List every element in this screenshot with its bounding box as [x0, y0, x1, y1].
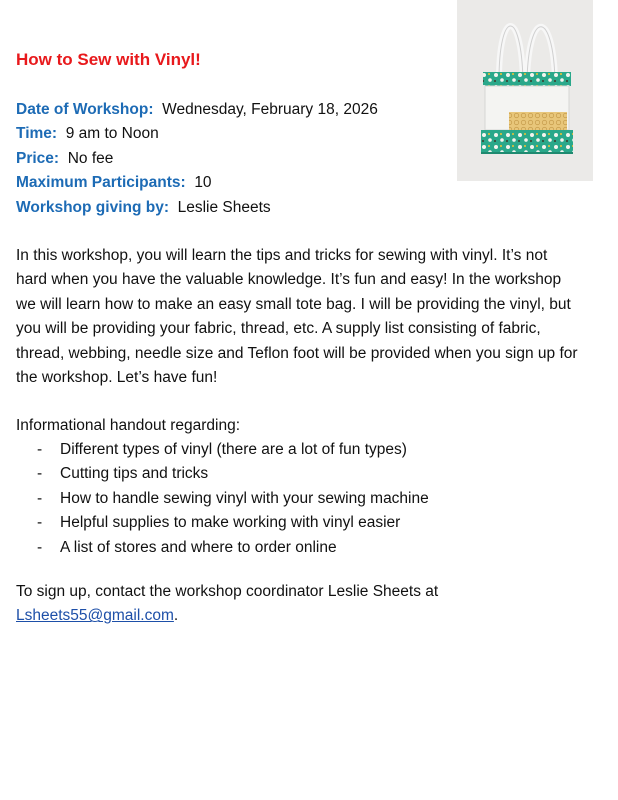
description-line: the workshop. Let’s have fun! — [16, 369, 218, 387]
workshop-giver-value: Leslie Sheets — [177, 198, 271, 216]
list-bullet: - — [37, 465, 43, 483]
description-line: you will be providing your fabric, thread, etc. A supply list consisting of fabric, — [16, 320, 541, 338]
max-participants-label: Maximum Participants: — [16, 174, 186, 192]
email-link[interactable]: Lsheets55@gmail.com — [16, 607, 174, 625]
list-item-text: A list of stores and where to order online — [60, 538, 337, 556]
list-bullet: - — [37, 538, 43, 556]
workshop-details — [16, 98, 378, 220]
signup-paragraph — [16, 580, 438, 629]
signup-text: To sign up, contact the workshop coordinator Leslie Sheets at — [16, 583, 439, 600]
signup-period: . — [173, 607, 179, 625]
handout-list — [0, 438, 429, 560]
price-row — [16, 147, 378, 171]
list-item-text: How to handle sewing vinyl with your sewing machine — [60, 489, 429, 507]
description-paragraph — [16, 244, 606, 390]
list-item — [0, 438, 429, 462]
list-bullet: - — [37, 441, 43, 458]
list-item — [0, 487, 429, 511]
price-value: No fee — [67, 149, 114, 167]
max-participants-value: 10 — [194, 174, 212, 192]
workshop-giver-label: Workshop giving by: — [16, 198, 169, 216]
date-value: Wednesday, February 18, 2026 — [162, 101, 378, 118]
tote-bag-photo — [457, 0, 593, 181]
list-item-text: Cutting tips and tricks — [60, 465, 209, 483]
description-line: In this workshop, you will learn the tips and tricks for sewing with vinyl. It’s not — [16, 247, 548, 264]
time-label: Time: — [16, 125, 58, 143]
description-line: we will learn how to make an easy small tote bag. I will be providing the vinyl, but — [16, 295, 571, 313]
list-item — [0, 462, 429, 486]
list-item — [0, 536, 429, 560]
description-line: hard when you have the valuable knowledge. It’s fun and easy! In the workshop — [16, 271, 562, 289]
date-label: Date of Workshop: — [16, 101, 154, 118]
list-item-text: Helpful supplies to make working with vinyl easier — [60, 514, 401, 532]
page-title: How to Sew with Vinyl! — [16, 50, 201, 69]
workshop-giver-row — [16, 196, 378, 220]
list-item-text: Different types of vinyl (there are a lot of fun types) — [60, 441, 407, 458]
price-label: Price: — [16, 149, 60, 167]
list-bullet: - — [37, 514, 43, 532]
vinyl-tote-bag-photo-icon — [457, 0, 593, 181]
list-item — [0, 511, 429, 535]
date-row — [16, 98, 378, 122]
list-bullet: - — [37, 489, 43, 507]
max-participants-row — [16, 171, 378, 195]
handout-heading: Informational handout regarding: — [16, 417, 241, 434]
time-value: 9 am to Noon — [65, 125, 159, 143]
description-line: thread, webbing, needle size and Teflon foot will be provided when you sign up for — [16, 344, 578, 362]
time-row — [16, 122, 378, 146]
